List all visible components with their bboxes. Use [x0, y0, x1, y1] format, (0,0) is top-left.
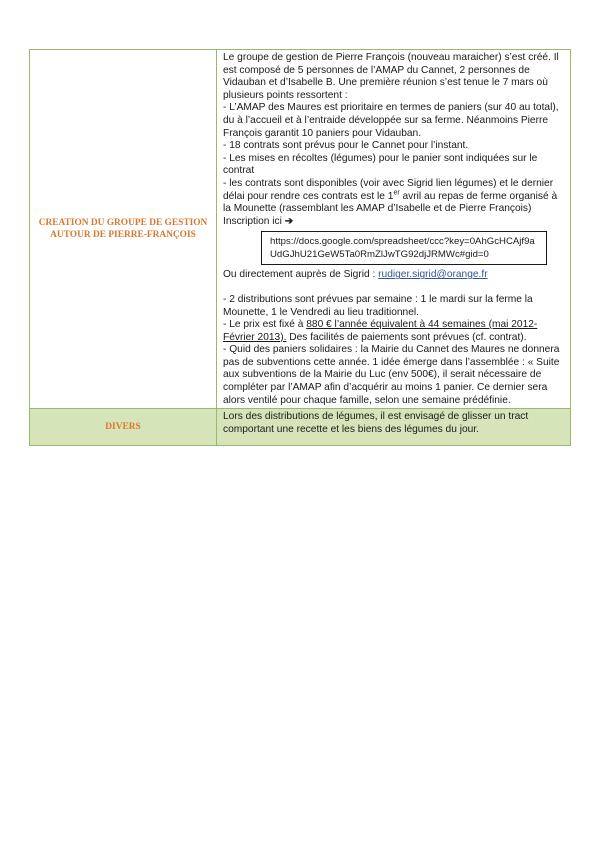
- row-content-cell: [217, 409, 571, 446]
- deadline-text-end: avril au repas de ferme organisé à la Mounette (rassemblant les AMAP d’Isabelle et de Pierre François): [223, 190, 558, 215]
- table-row: [30, 409, 571, 446]
- email-link[interactable]: rudiger.sigrid@orange.fr: [378, 269, 488, 281]
- row-label-cell: [30, 50, 217, 409]
- bullet-harvest: - Les mises en récoltes (légumes) pour le panier sont indiquées sur le contrat: [223, 152, 538, 177]
- inscription-label: Inscription ici: [223, 215, 282, 227]
- bullet-distributions: - 2 distributions sont prévues par semaine : 1 le mardi sur la ferme la Mounette, 1 le Vendredi au lieu traditionnel.: [223, 293, 533, 318]
- spreadsheet-link-box[interactable]: https://docs.google.com/spreadsheet/ccc?key=0AhGcHCAjf9aUdGJhU21GeW5Ta0RmZlJwTG92djJRMWc#gid=0: [261, 231, 547, 265]
- divers-paragraph: Lors des distributions de légumes, il est envisagé de glisser un tract comportant une recette et les biens des légumes du jour.: [223, 411, 529, 435]
- deadline-text: - les contrats sont disponibles (voir avec Sigrid lien légumes) et le dernier délai pour rendre ces contrats est le 1: [223, 177, 554, 202]
- section-label-divers: DIVERS: [105, 422, 141, 433]
- bullet-solidarity: - Quid des paniers solidaires : la Mairie du Cannet des Maures ne donnera pas de subventions cette année. 1 idée émerge dans l’assemblée : « Suite aux subventions de la Mairie du Luc (env 500€), il serait nécessaire de compléter par l’AMAP afin d’acquérir au moins 1 panier. Ce dernier sera alors ventilé pour chaque famille, selon une semaine prédéfinie.: [223, 344, 560, 406]
- price-suffix: Des facilités de paiements sont prévues (cf. contrat).: [286, 331, 527, 343]
- contact-prefix: Ou directement auprès de Sigrid :: [223, 269, 379, 281]
- intro-paragraph: Le groupe de gestion de Pierre François (nouveau maraicher) s’est créé. Il est composé de 5 personnes de l’AMAP du Cannet, 2 personnes de Vidauban et d’Isabelle B. Une première réunion s’est tenue le 7 mars où plusieurs points ressortent :: [223, 52, 559, 101]
- bullet-price: [223, 319, 566, 344]
- section-label-line: AUTOUR DE PIERRE-FRANÇOIS: [50, 230, 196, 241]
- bullet-priority: - L’AMAP des Maures est prioritaire en termes de paniers (sur 40 au total), du à l’accueil et à l’entraide développée sur sa ferme. Néanmoins Pierre François garantit 10 paniers pour Vidauban.: [223, 102, 559, 139]
- minutes-table: [29, 49, 571, 446]
- ordinal-superscript: er: [393, 189, 400, 197]
- section-label-creation: [30, 217, 216, 241]
- table-row: [30, 50, 571, 409]
- bullet-contracts-count: - 18 contrats sont prévus pour le Cannet pour l’instant.: [223, 140, 469, 152]
- price-prefix: - Le prix est fixé à: [223, 319, 307, 331]
- contact-line: [223, 269, 566, 282]
- spacer: [223, 282, 566, 294]
- price-underlined: 880 € l’année équivalent à 44 semaines (mai 2012-Février 2013).: [223, 319, 538, 343]
- section-label-line: CREATION DU GROUPE DE GESTION: [38, 218, 208, 229]
- inscription-line: [223, 216, 566, 229]
- bullet-contracts-deadline: [223, 178, 566, 216]
- row-content-cell: [217, 50, 571, 409]
- row-label-cell: [30, 409, 217, 446]
- arrow-right-icon: ➔: [284, 215, 294, 227]
